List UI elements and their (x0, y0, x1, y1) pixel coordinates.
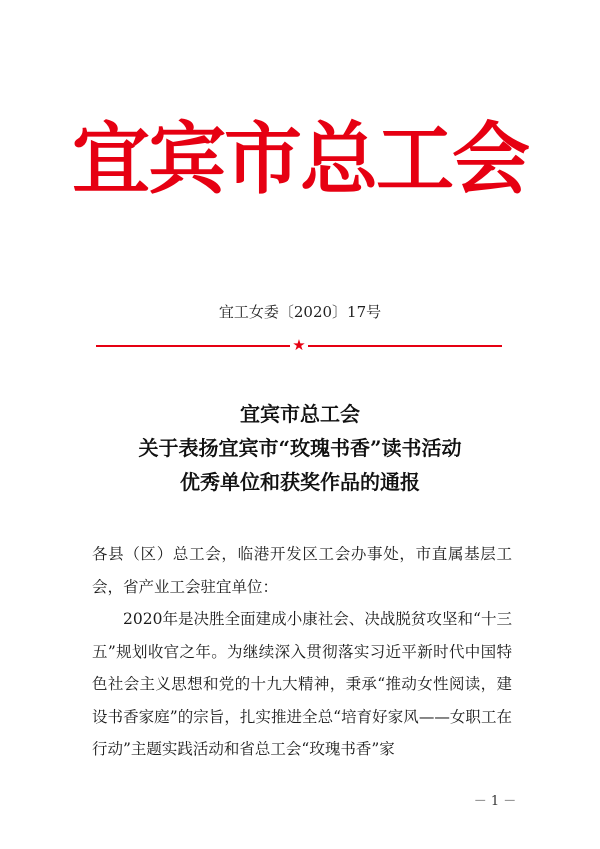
title-line-2: 关于表扬宜宾市“玫瑰书香”读书活动 (138, 436, 462, 460)
page-number: － 1 － (473, 794, 517, 809)
document-body (92, 538, 512, 766)
title-line-1: 宜宾市总工会 (240, 402, 360, 426)
title-line-3: 优秀单位和获奖作品的通报 (180, 470, 420, 494)
masthead-org-name: 宜宾市总工会 (71, 114, 528, 205)
star-icon: ★ (292, 336, 306, 354)
separator-line-right (308, 345, 502, 347)
body-paragraph-1: 2020年是决胜全面建成小康社会、决战脱贫攻坚和“十三五”规划收官之年。为继续深入贯彻落实习近平新时代中国特色社会主义思想和党的十九大精神，秉承“推动女性阅读，建设书香家庭”的宗旨，扎实推进全总“培育好家风——女职工在行动”主题实践活动和省总工会“玫瑰书香”家 (92, 610, 512, 758)
addressees: 各县（区）总工会，临港开发区工会办事处，市直属基层工会，省产业工会驻宜单位： (92, 545, 512, 596)
separator-line-left (96, 345, 290, 347)
document-title (0, 397, 600, 499)
red-separator (96, 338, 502, 354)
document-number: 宜工女委〔2020〕17号 (218, 303, 382, 321)
